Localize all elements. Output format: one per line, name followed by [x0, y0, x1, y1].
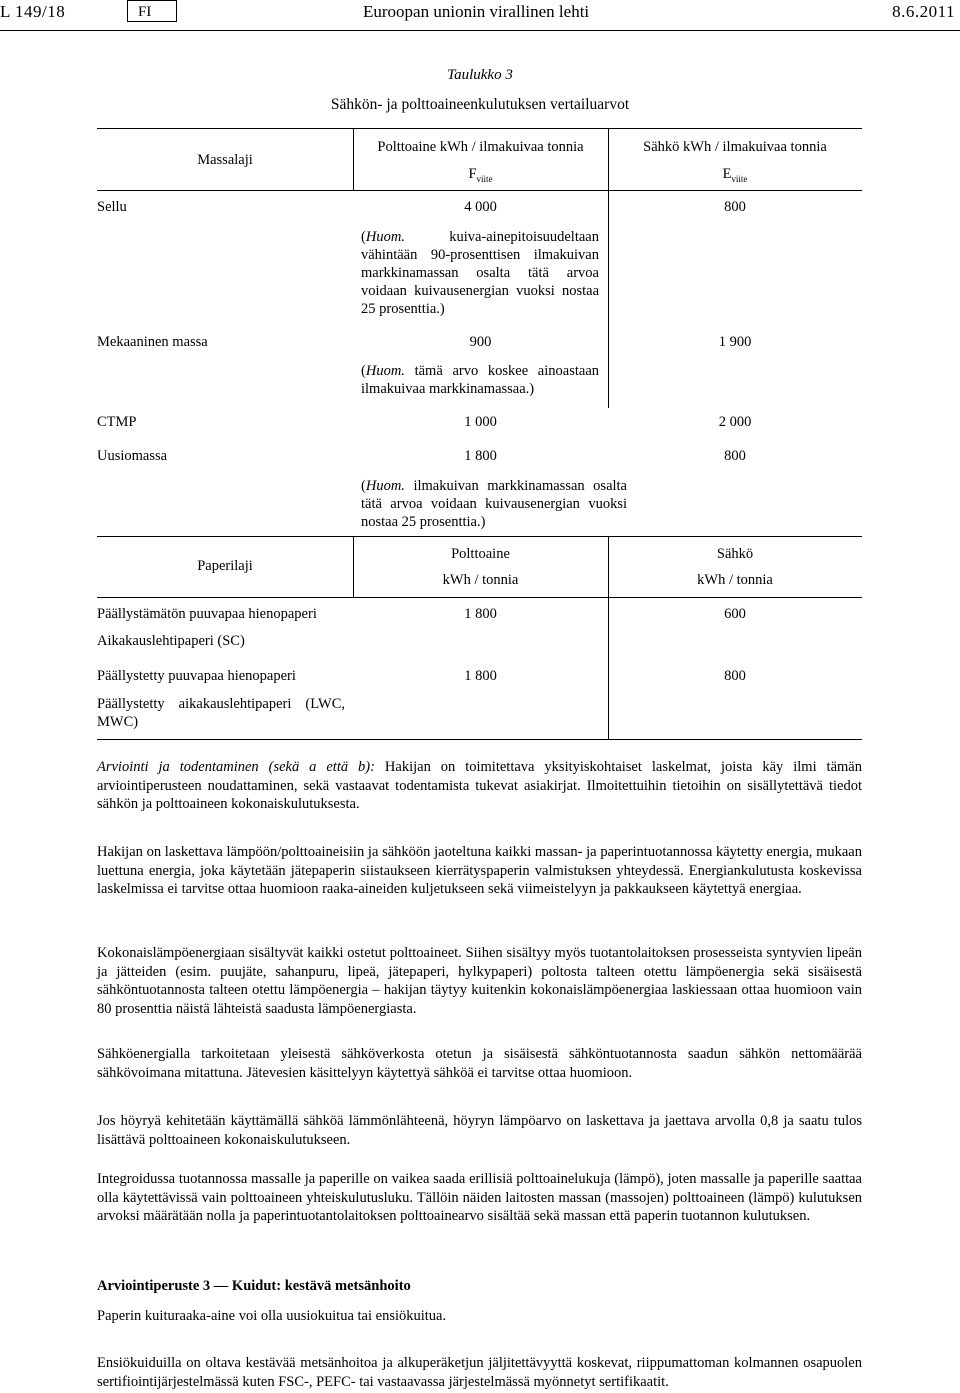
column-symbol-electricity: $E_{viite}$ — [722, 166, 748, 184]
paragraph-assessment: Arviointi ja todentaminen (sekä a että b): Hakijan on toimitettava yksityiskohtaiset laskelmat, joista käy ilmi tämän arviointiperusteen noudattaminen, sekä vastaavat todentamista tukevat asiakirjat. Ilmoitettuihin tietoihin on sisällytettävä tiedot sähkön ja polttoaineen kokonaiskulutuksesta. — [97, 759, 862, 812]
table-label: Taulukko 3 — [447, 67, 513, 83]
table-rule — [97, 739, 862, 740]
column-header-electricity: Sähkö kWh / ilmakuivaa tonnia — [643, 139, 827, 155]
page-header — [0, 0, 960, 30]
row-note: (Huom. tämä arvo koskee ainoastaan ilmakuivaa markkinamassaa.) — [361, 363, 599, 397]
row-name: Aikakauslehtipaperi (SC) — [97, 633, 245, 649]
fuel-value: 900 — [469, 334, 492, 350]
row-name: Mekaaninen massa — [97, 334, 208, 350]
column-header-pulp-type: Massalaji — [197, 152, 253, 168]
row-name: Sellu — [97, 199, 127, 215]
electricity-value: 800 — [724, 448, 746, 464]
table-rule — [97, 536, 862, 537]
fuel-value: 1 800 — [464, 448, 497, 464]
fuel-value: 4 000 — [464, 199, 497, 215]
row-name: Päällystetty puuvapaa hienopaperi — [97, 668, 296, 684]
table-rule — [97, 190, 862, 191]
column-divider — [608, 536, 609, 739]
paragraph-electric-energy: Sähköenergialla tarkoitetaan yleisestä sähköverkosta otetun ja sisäisestä sähköntuotannosta saadun sähkön nettomäärää sähkövoimana mitattuna. Jätevesien käsittelyyn käytettyä sähköä ei tarvitse ottaa huomioon. — [97, 1046, 862, 1081]
fuel-value: 1 800 — [464, 606, 497, 622]
row-name: Päällystämätön puuvapaa hienopaperi — [97, 606, 317, 622]
column-unit-fuel: kWh / tonnia — [442, 572, 519, 588]
column-header-paper-type: Paperilaji — [197, 558, 253, 574]
header-rule — [0, 30, 960, 31]
electricity-value: 2 000 — [718, 414, 752, 430]
table-rule — [97, 597, 862, 598]
language-badge: FI — [127, 0, 177, 22]
journal-title: Euroopan unionin virallinen lehti — [363, 2, 590, 21]
table-title: Sähkön- ja polttoaineenkulutuksen vertailuarvot — [330, 96, 630, 113]
fuel-value: 1 000 — [464, 414, 497, 430]
column-header-electricity: Sähkö — [716, 546, 754, 562]
column-symbol-fuel: $F_{viite}$ — [468, 166, 493, 184]
publication-date: 8.6.2011 — [892, 2, 955, 21]
paragraph-steam: Jos höyryä kehitetään käyttämällä sähköä lämmönlähteenä, höyryn lämpöarvo on laskettava ja jaettava arvolla 0,8 ja saatu tulos lisättävä polttoaineen kokonaiskulutukseen. — [97, 1113, 862, 1148]
row-note: (Huom. ilmakuivan markkinamassan osalta tätä arvoa voidaan kuivausenergian vuoksi nostaa 25 prosenttia.) — [361, 478, 627, 530]
row-note: (Huom. kuiva-ainepitoisuudeltaan vähintään 90-prosenttisen ilmakuivan markkinamassan osalta tätä arvoa voidaan kuivausenergian vuoksi nostaa 25 prosenttia.) — [361, 229, 599, 317]
column-header-fuel: Polttoaine kWh / ilmakuivaa tonnia — [377, 139, 584, 155]
column-header-fuel: Polttoaine — [451, 546, 510, 562]
paragraph-integrated-production: Integroidussa tuotannossa massalle ja paperille on vaikea saada erillisiä polttoainelukuja (lämpö), joten massalle ja paperille saattaa olla käytettävissä vain polttoaineen yhteiskulutusluku. Tällöin näiden laitosten massan (massojen) polttoaineen (lämpö) kulutuksen arvoksi määrätään nolla ja paperintuotantolaitoksen polttoainearvo sisältää sekä massan että paperin tuotannon kulutuksen. — [97, 1171, 862, 1224]
electricity-value: 600 — [724, 606, 746, 622]
column-unit-electricity: kWh / tonnia — [697, 572, 773, 588]
fuel-value: 1 800 — [464, 668, 497, 684]
section-heading: Arviointiperuste 3 — Kuidut: kestävä metsänhoito — [97, 1278, 411, 1294]
paragraph-fibre-source: Paperin kuituraaka-aine voi olla uusiokuitua tai ensiökuitua. — [97, 1308, 447, 1324]
electricity-value: 1 900 — [718, 334, 752, 350]
row-name: Päällystetty aikakauslehtipaperi (LWC, MWC) — [97, 696, 345, 730]
electricity-value: 800 — [724, 668, 746, 684]
row-name: Uusiomassa — [97, 448, 168, 464]
electricity-value: 800 — [724, 199, 746, 215]
paragraph-certification: Ensiökuiduilla on oltava kestävää metsänhoitoa ja alkuperäketjun jäljitettävyyttä koskevat, riippumattoman kolmannen osapuolen sertifiointijärjestelmässä kuten FSC-, PEFC- tai vastaavassa järjestelmässä myönnetyt sertifikaatit. — [97, 1355, 862, 1390]
paragraph-heat-energy: Kokonaislämpöenergiaan sisältyvät kaikki ostetut polttoaineet. Siihen sisältyy myös tuotantolaitoksen prosesseista syntyvien lipeän ja jätteiden (esim. puujäte, sahanpuru, lipeä, jätepaperi, hylkypaperi) poltosta talteen otettu lämpöenergia sekä sisäisestä sähköntuotannosta talteen otettu lämpöenergia – hakijan täytyy kuitenkin kokonaislämpöenergiaa laskiessaan ottaa huomioon vain 80 prosenttia näistä lähteistä saadusta lämpöenergiasta. — [97, 945, 862, 1017]
paragraph-energy-calculation: Hakijan on laskettava lämpöön/polttoaineisiin ja sähköön jaoteltuna kaikki massan- ja paperintuotannossa käytetty energia, mukaan luettuna energia, joka käytetään jätepaperin siistaukseen kierrätyspaperin valmistuksen yhteydessä. Energiankulutusta koskevissa laskelmissa ei tarvitse ottaa huomioon raaka-aineiden kuljetukseen sekä viimeistelyyn ja pakkaukseen käytettyä energiaa. — [97, 844, 862, 897]
table-rule — [97, 128, 862, 129]
row-name: CTMP — [97, 414, 137, 430]
page-reference: L 149/18 — [0, 2, 66, 21]
